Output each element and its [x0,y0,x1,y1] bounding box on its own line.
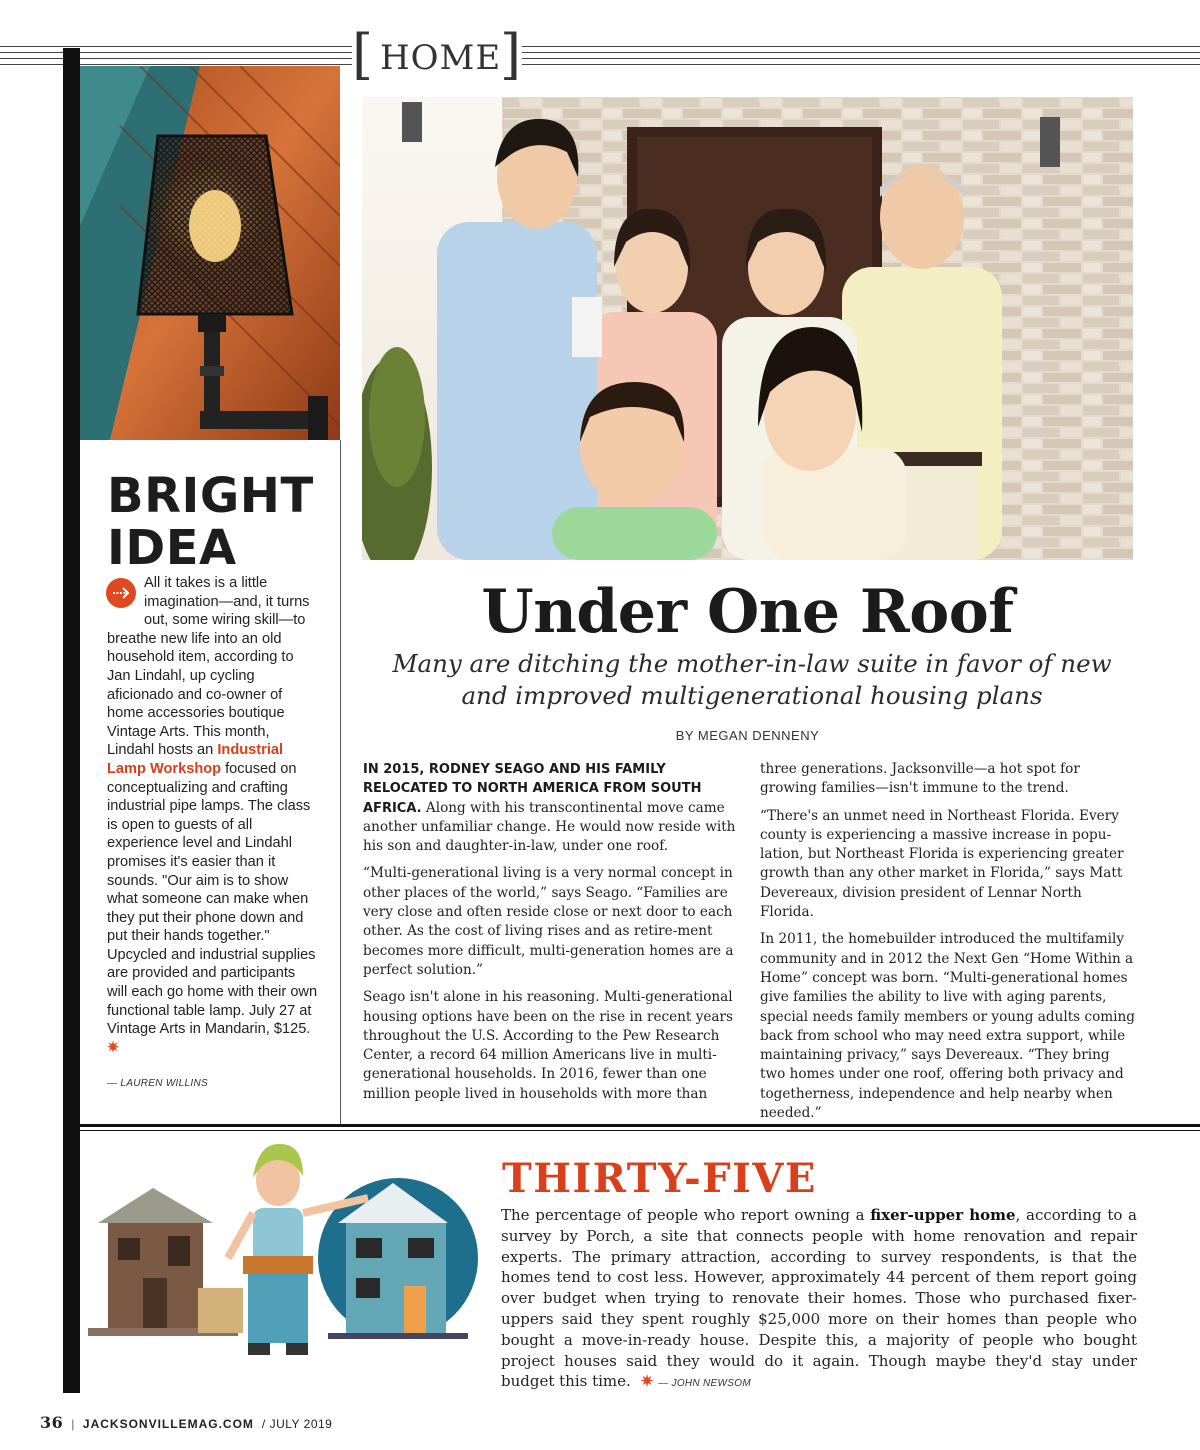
fixer-upper-bold: fixer-upper home [870,1206,1016,1224]
asterisk-star-icon: ✷ [635,1372,654,1391]
page-number: 36 [40,1413,64,1432]
sidebar-body-text-2: focused on conceptualizing and crafting industrial pipe lamps. The class is open to guests of all experience level and Lindahl promises it's easier than it sounds. "Our aim is to show what someone can make when they put their phone down and put their hands together." Upcycled and industrial supplies are provided and participants will each go home with their own functional table lamp. July 27 at Vintage Arts in Mandarin, $125. [107,760,318,1038]
footer-site: JACKSONVILLEMAG.COM [82,1417,254,1431]
bottom-section-rule [80,1124,1200,1127]
thirty-five-body [501,1205,1137,1395]
thirty-five-text-2: , according to a survey by Porch, a site that connects people with home renovation and repair experts. The primary attraction, according to survey respondents, is that the homes tend to cost less. However, approximately 44 percent of them report going over budget when trying to renovate their homes. Those who purchased fixer-uppers said they spent roughly $25,000 more on their homes than people who bought a move-in-ready house. Despite this, a majority of people who bought project houses said they would do it again. Though maybe they'd stay under budget this time. [501,1206,1137,1391]
header-rule-right-2 [522,52,1200,53]
workshop-highlight: Industrial Lamp Workshop [107,742,284,777]
thirty-five-title: THIRTY-FIVE [502,1155,817,1202]
sidebar-byline: — LAUREN WILLINS [107,1078,208,1089]
article-paragraph: Seago isn't alone in his reasoning. Multi-generational housing options have been on the rise in recent years throughout the U.S. According to the Pew Research Center, a record 64 million Americans live in multi-generational households. In 2016, fewer than one million people lived in households with more than [363,989,733,1102]
column-divider [340,440,341,1125]
article-headline: Under One Roof [481,577,1014,647]
article-paragraph [363,760,739,856]
article-dek: Many are ditching the mother-in-law suite in favor of new and improved multigenerational housing plans [392,649,1112,710]
article-paragraph: three generations. Jacksonville—a hot spot for growing families—isn't immune to the trend. [760,761,1080,797]
header-rule-left-1 [0,46,352,47]
bottom-section-rule-thin [80,1130,1200,1131]
sidebar-body-text-1: All it takes is a little imagination—and, it turns out, some wiring skill—to breathe new life into an old household item, according to Jan Lindahl, up cycling aficionado and co-owner of home accessories boutique Vintage Arts. This month, Lindahl hosts an [107,575,310,759]
article-paragraph: “There's an unmet need in Northeast Florida. Every county is experiencing a massive increase in popu-lation, but Northeast Florida is experiencing greater growth than any other market in Florida,” says Matt Devereaux, division president of Lennar North Florida. [760,807,1124,921]
footer-separator: | [71,1417,75,1431]
header-rule-right-3 [522,58,1200,59]
fixer-upper-illustration [88,1138,488,1370]
lamp-photo [80,66,340,440]
article-lead: IN 2015, RODNEY SEAGO AND HIS FAMILY RELOCATED TO NORTH AMERICA FROM SOUTH AFRICA. [363,762,702,816]
sidebar-body-indent [107,574,144,612]
thirty-five-text-1: The percentage of people who report owning a [501,1206,871,1224]
article-p1-rest: Along with his transcontinental move came another unfamiliar change. He would now reside with his son and daughter-in-law, under one roof. [363,799,736,855]
header-rule-left-4 [0,64,352,65]
article-column-2 [760,760,1138,1131]
footer-issue: / JULY 2019 [261,1417,333,1431]
header-rule-right-4 [522,64,1200,65]
sidebar-body [107,574,319,1057]
family-photo [362,97,1133,560]
article-author: BY MEGAN DENNENY [675,728,820,743]
header-rule-left-3 [0,58,352,59]
asterisk-star-icon: ✷ [107,1039,120,1056]
section-label-text: HOME [380,38,502,78]
bright-idea-title-line2: IDEA [107,520,237,576]
bright-idea-title-line1: BRIGHT [107,468,314,524]
page-edge-bar [63,48,80,1393]
page-footer [40,1413,332,1432]
section-label: [ HOME ] [352,23,522,86]
article-paragraph: In 2011, the homebuilder introduced the multifamily community and in 2012 the Next Gen “Home Within a Home” concept was born. “Multi-generational homes give families the ability to live with aging parents, special needs family members or young adults coming back from school who may need extra support, while maintaining privacy,” says Devereaux. “They bring two homes under one roof, offering both privacy and togetherness, independence and help nearby when needed.” [760,931,1135,1122]
header-rule-right-1 [522,46,1200,47]
article-paragraph: “Multi-generational living is a very normal concept in other places of the world,” says Seago. “Families are very close and often reside close or next door to each other. As the cost of living rises and as retire-ment becomes more difficult, multi-generation homes are a perfect solution.” [363,865,734,978]
article-column-1 [363,760,739,1112]
thirty-five-byline: — JOHN NEWSOM [658,1378,751,1390]
bright-idea-title [107,470,337,574]
header-rule-left-2 [0,52,352,53]
